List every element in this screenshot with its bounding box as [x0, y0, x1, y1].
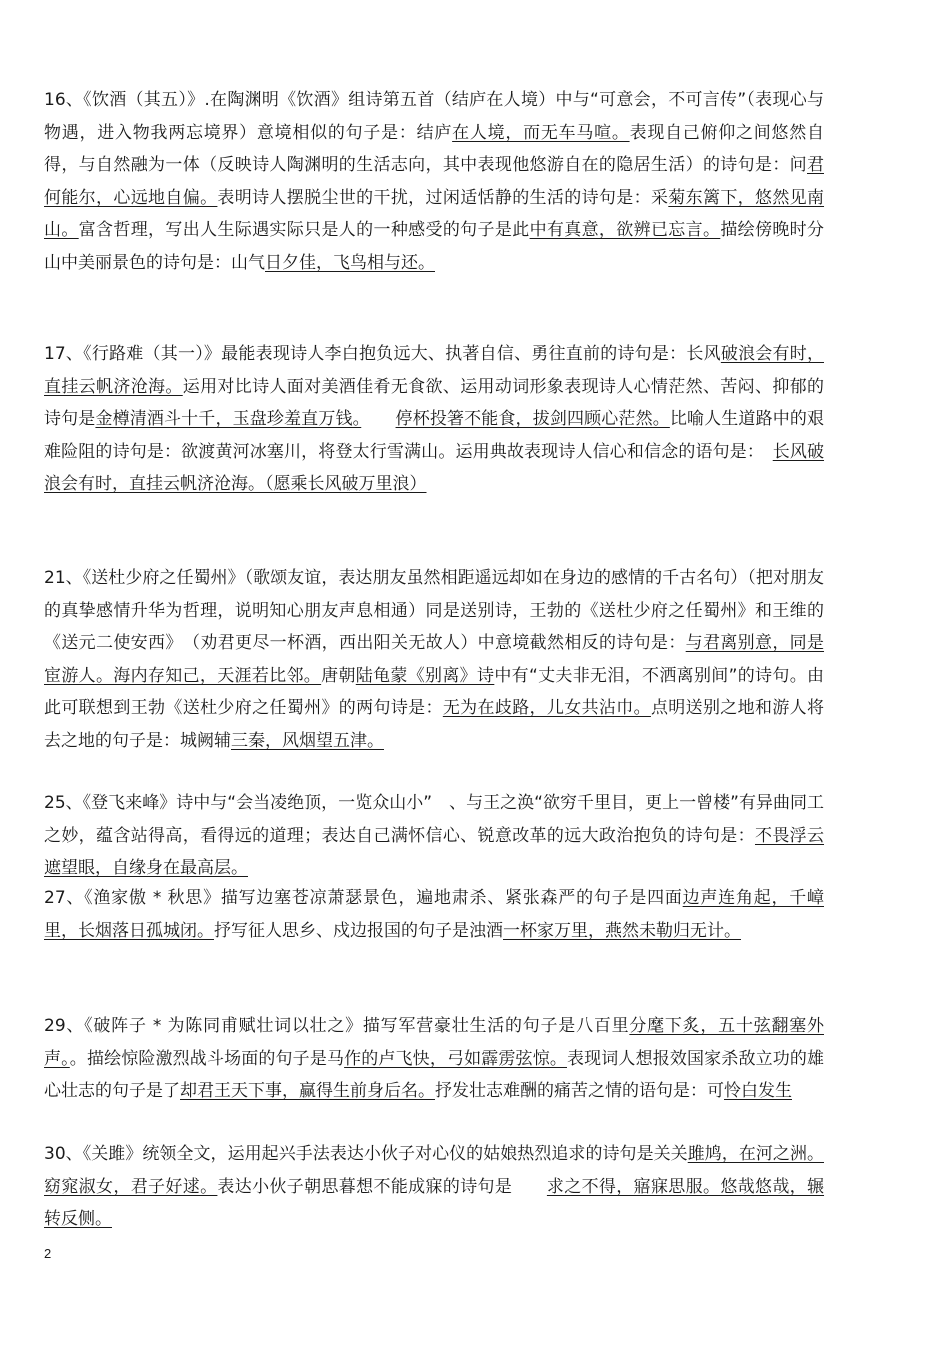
- underlined-answer: 中有真意，欲辨已忘言。: [529, 220, 721, 240]
- paragraph-text: 29、《破阵子 * 为陈同甫赋壮词以壮之》描写军营豪壮生活的句子是八百里: [44, 1016, 630, 1036]
- underlined-answer: 菊东篱下，悠然见南山。: [44, 187, 825, 240]
- paragraph-text: 30、《关雎》统领全文，运用起兴手法表达小伙子对心仪的姑娘热烈追求的诗句是关关: [44, 1144, 688, 1164]
- underlined-answer: 与君离别意，同是宦游人。海内存知己，天涯若比邻。: [44, 633, 825, 686]
- underlined-answer: 在人境，而无车马喧。: [452, 122, 630, 143]
- underlined-answer: 日夕佳，飞鸟相与还。: [265, 252, 435, 273]
- paragraph-text: 27、《渔家傲 * 秋思》描写边塞苍凉萧瑟景色，遍地肃杀、紧张森严的句子是四面: [44, 888, 683, 908]
- paragraph-text: 描绘傍晚时分山中美丽景色的诗句是：山气: [44, 220, 825, 273]
- underlined-answer: 无为在歧路，儿女共沾巾。: [442, 698, 651, 718]
- paragraph-text: 抒发壮志难酬的痛苦之情的语句是：可: [435, 1081, 724, 1101]
- underlined-answer: 却君王天下事，赢得生前身后名。: [180, 1081, 435, 1101]
- underlined-answer: 雎鸠，在河之洲。: [687, 1144, 824, 1164]
- underlined-answer: 停杯投箸不能食，拔剑四顾心茫然。: [395, 409, 670, 429]
- paragraph-text: 唐朝: [321, 665, 356, 686]
- underlined-answer: 破浪会有时，直挂云帆济沧海。: [44, 344, 824, 397]
- underlined-answer: 作的卢飞快，弓如霹雳弦惊。: [344, 1048, 567, 1069]
- paragraph-text: 表现自己俯仰之间悠然自得，与自然融为一体（反映诗人陶渊明的生活志向，其中表现他悠游自在的隐居生活）的诗句是：问: [44, 122, 825, 175]
- paragraph-text: 富含哲理，写出人生际遇实际只是人的一种感受的句子是此: [78, 220, 530, 240]
- paragraph-text: 中有“丈夫非无泪，不洒离别间”的诗句。由此可联想到王勃《送杜少府之任蜀州》的两句诗是：: [44, 665, 825, 718]
- paragraph-text: 表达小伙子朝思暮想不能成寐的诗句是: [217, 1176, 547, 1197]
- question-29-paragraph: [44, 1010, 824, 1108]
- paragraph-text: 25、《登飞来峰》诗中与“会当凌绝顶，一览众山小” 、与王之涣“欲穷千里目，更上一曾楼”有异曲同工之妙，蕴含站得高，看得远的道理；表达自己满怀信心、锐意改革的远大政治抱负的诗句是：: [44, 793, 824, 846]
- paragraph-text: 。描绘惊险激烈战斗场面的句子是马: [69, 1048, 345, 1069]
- paragraph-text: 抒写征人思乡、戍边报国的句子是浊酒: [214, 920, 503, 941]
- paragraph-text: 比喻人生道路中的艰难险阻的诗句是：欲渡黄河冰塞川，将登太行雪满山。运用典故表现诗人信心和信念的语句是：: [44, 409, 825, 462]
- underlined-answer: 边声连角起，千嶂里，长烟落日孤城闭。: [44, 888, 824, 941]
- underlined-answer: 求之不得，寤寐思服。悠哉悠哉，辗转反侧。: [44, 1176, 825, 1229]
- paragraph-text: 表明诗人摆脱尘世的干扰，过闲适恬静的生活的诗句是：采: [217, 187, 669, 208]
- underlined-answer: 三秦，风烟望五津。: [231, 730, 384, 751]
- underlined-answer: 陆龟蒙《别离》诗: [355, 665, 495, 686]
- underlined-answer: 君何能尔，心远地自偏。: [44, 155, 824, 208]
- question-17-paragraph: [44, 338, 824, 501]
- question-21-paragraph: [44, 562, 824, 757]
- page-number: 2: [44, 1246, 52, 1261]
- underlined-answer: 窈窕淑女，君子好逑。: [44, 1176, 218, 1197]
- underlined-answer: 不畏浮云遮望眼，自缘身在最高层。: [44, 825, 825, 878]
- underlined-answer: 一杯家万里，燕然未勒归无计。: [503, 920, 741, 941]
- paragraph-text: 17、《行路难（其一）》最能表现诗人李白抱负远大、执著自信、勇往直前的诗句是：长风: [44, 344, 721, 364]
- paragraph-text: [361, 409, 395, 429]
- question-30-paragraph: [44, 1138, 824, 1236]
- underlined-answer: 怜白发生: [724, 1081, 792, 1101]
- paragraph-text: 运用对比诗人面对美酒佳肴无食欲、运用动词形象表现诗人心情茫然、苦闷、抑郁的诗句是: [44, 376, 825, 429]
- underlined-answer: 分麾下炙，五十弦翻塞外声。: [44, 1016, 824, 1069]
- question-16-paragraph: [44, 84, 824, 279]
- paragraph-text: 16、《饮酒（其五）》.在陶渊明《饮酒》组诗第五首（结庐在人境）中与“可意会，不可言传”（表现心与物遇，进入物我两忘境界）意境相似的句子是：结庐: [44, 90, 824, 143]
- question-27-paragraph: [44, 882, 824, 947]
- paragraph-text: 点明送别之地和游人将去之地的句子是：城阙辅: [44, 698, 825, 751]
- underlined-answer: 金樽清酒斗十千，玉盘珍羞直万钱。: [95, 409, 362, 429]
- underlined-answer: 长风破浪会有时，直挂云帆济沧海。（愿乘长风破万里浪）: [44, 441, 825, 494]
- question-25-paragraph: [44, 787, 824, 885]
- paragraph-text: 21、《送杜少府之任蜀州》（歌颂友谊，表达朋友虽然相距遥远却如在身边的感情的千古名句）（把对朋友的真挚感情升华为哲理，说明知心朋友声息相通）同是送别诗，王勃的《送杜少府之任蜀州》和王维的《送元二使安西》 （劝君更尽一杯酒，西出阳关无故人）中意境截然相反的诗句是：: [44, 568, 824, 653]
- paragraph-text: 表现词人想报效国家杀敌立功的雄心壮志的句子是了: [44, 1048, 825, 1101]
